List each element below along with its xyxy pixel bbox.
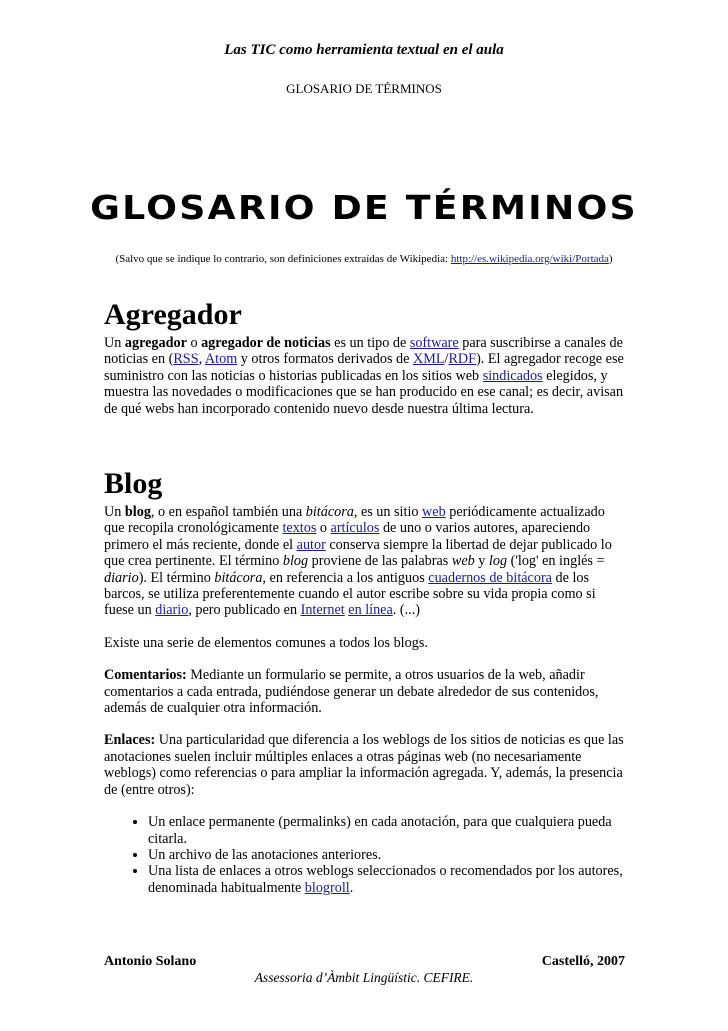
wikipedia-link[interactable]: http://es.wikipedia.org/wiki/Portada xyxy=(450,253,609,265)
footer-organization: Assessoria d’Àmbit Lingüístic. CEFIRE. xyxy=(254,970,474,985)
link-atom[interactable]: Atom xyxy=(204,351,238,368)
link-software[interactable]: software xyxy=(409,335,459,351)
running-header-title: Las TIC como herramienta textual en el aula xyxy=(224,42,504,58)
link-web[interactable]: web xyxy=(422,504,446,520)
link-autor[interactable]: autor xyxy=(296,536,326,553)
heading-blog: Blog xyxy=(104,467,163,500)
paragraph-enlaces: Enlaces: Una particularidad que diferencia a los weblogs de los sitios de noticias es que las anotaciones suelen incluir múltiples enlaces a otras páginas web (no necesariamente weblogs) como referencias o para ampliar la información agregada. Y, además, la presencia de (entre otros): xyxy=(104,732,624,798)
page-title: GLOSARIO DE TÉRMINOS xyxy=(90,188,638,227)
link-cuadernos-de-bitacora[interactable]: cuadernos de bitácora xyxy=(428,569,552,586)
source-note-prefix: (Salvo que se indique lo contrario, son definiciones extraídas de Wikipedia: xyxy=(115,253,451,265)
link-rdf[interactable]: RDF xyxy=(448,351,477,368)
paragraph-blog-definition: Un blog, o en español también una bitácora, es un sitio web periódicamente actualizado que recopila cronológicamente textos o artículos de uno o varios autores, apareciendo primero el más reciente, donde el autor conserva siempre la libertad de dejar publicado lo que crea pertinente. El término blog proviene de las palabras web y log ('log' en inglés = diario). El término bitácora, en referencia a los antiguos cuadernos de bitácora de los barcos, se utiliza preferentemente cuando el autor escribe sobre su vida propia como si fuese un diario, pero publicado en Internet en línea. (...) xyxy=(104,504,612,619)
section-agregador xyxy=(104,298,624,417)
link-internet[interactable]: Internet xyxy=(300,602,345,619)
link-diario[interactable]: diario xyxy=(155,602,189,619)
elements-list xyxy=(104,814,624,896)
footer-author: Antonio Solano xyxy=(104,954,197,969)
link-xml[interactable]: XML xyxy=(412,351,445,368)
paragraph-comentarios: Comentarios: Mediante un formulario se permite, a otros usuarios de la web, añadir comentarios a cada entrada, pudiéndose generar un debate alrededor de sus contenidos, además de cualquier otra información. xyxy=(104,667,599,717)
source-note xyxy=(0,253,728,265)
source-note-suffix: ) xyxy=(608,253,613,265)
label-comentarios: Comentarios: xyxy=(104,667,187,684)
link-sindicados[interactable]: sindicados xyxy=(482,367,543,384)
running-header-subtitle: GLOSARIO DE TÉRMINOS xyxy=(286,81,442,96)
link-blogroll[interactable]: blogroll xyxy=(304,879,350,896)
list-item: • Una lista de enlaces a otros weblogs seleccionados o recomendados por los autores, denominada habitualmente blogroll. xyxy=(148,863,624,896)
heading-agregador: Agregador xyxy=(104,298,242,331)
footer-place-date: Castelló, 2007 xyxy=(541,954,625,969)
section-blog xyxy=(104,467,624,896)
paragraph-agregador: Un agregador o agregador de noticias es un tipo de software para suscribirse a canales de noticias en (RSS, Atom y otros formatos derivados de XML/RDF). El agregador recoge ese suministro con las noticias o historias publicadas en los sitios web sindicados elegidos, y muestra las novedades o modificaciones que se han producido en ese canal; es decir, avisan de qué webs han incorporado contenido nuevo desde nuestra última lectura. xyxy=(104,335,624,417)
paragraph-common-elements: Existe una serie de elementos comunes a todos los blogs. xyxy=(104,634,428,651)
link-textos[interactable]: textos xyxy=(282,520,317,537)
label-enlaces: Enlaces: xyxy=(104,732,156,749)
list-item: • Un enlace permanente (permalinks) en cada anotación, para que cualquiera pueda citarla. xyxy=(148,814,624,847)
link-en-linea[interactable]: en línea xyxy=(348,602,393,619)
link-articulos[interactable]: artículos xyxy=(330,520,380,537)
link-rss[interactable]: RSS xyxy=(173,351,199,368)
list-item: • Un archivo de las anotaciones anteriores. xyxy=(148,847,624,863)
